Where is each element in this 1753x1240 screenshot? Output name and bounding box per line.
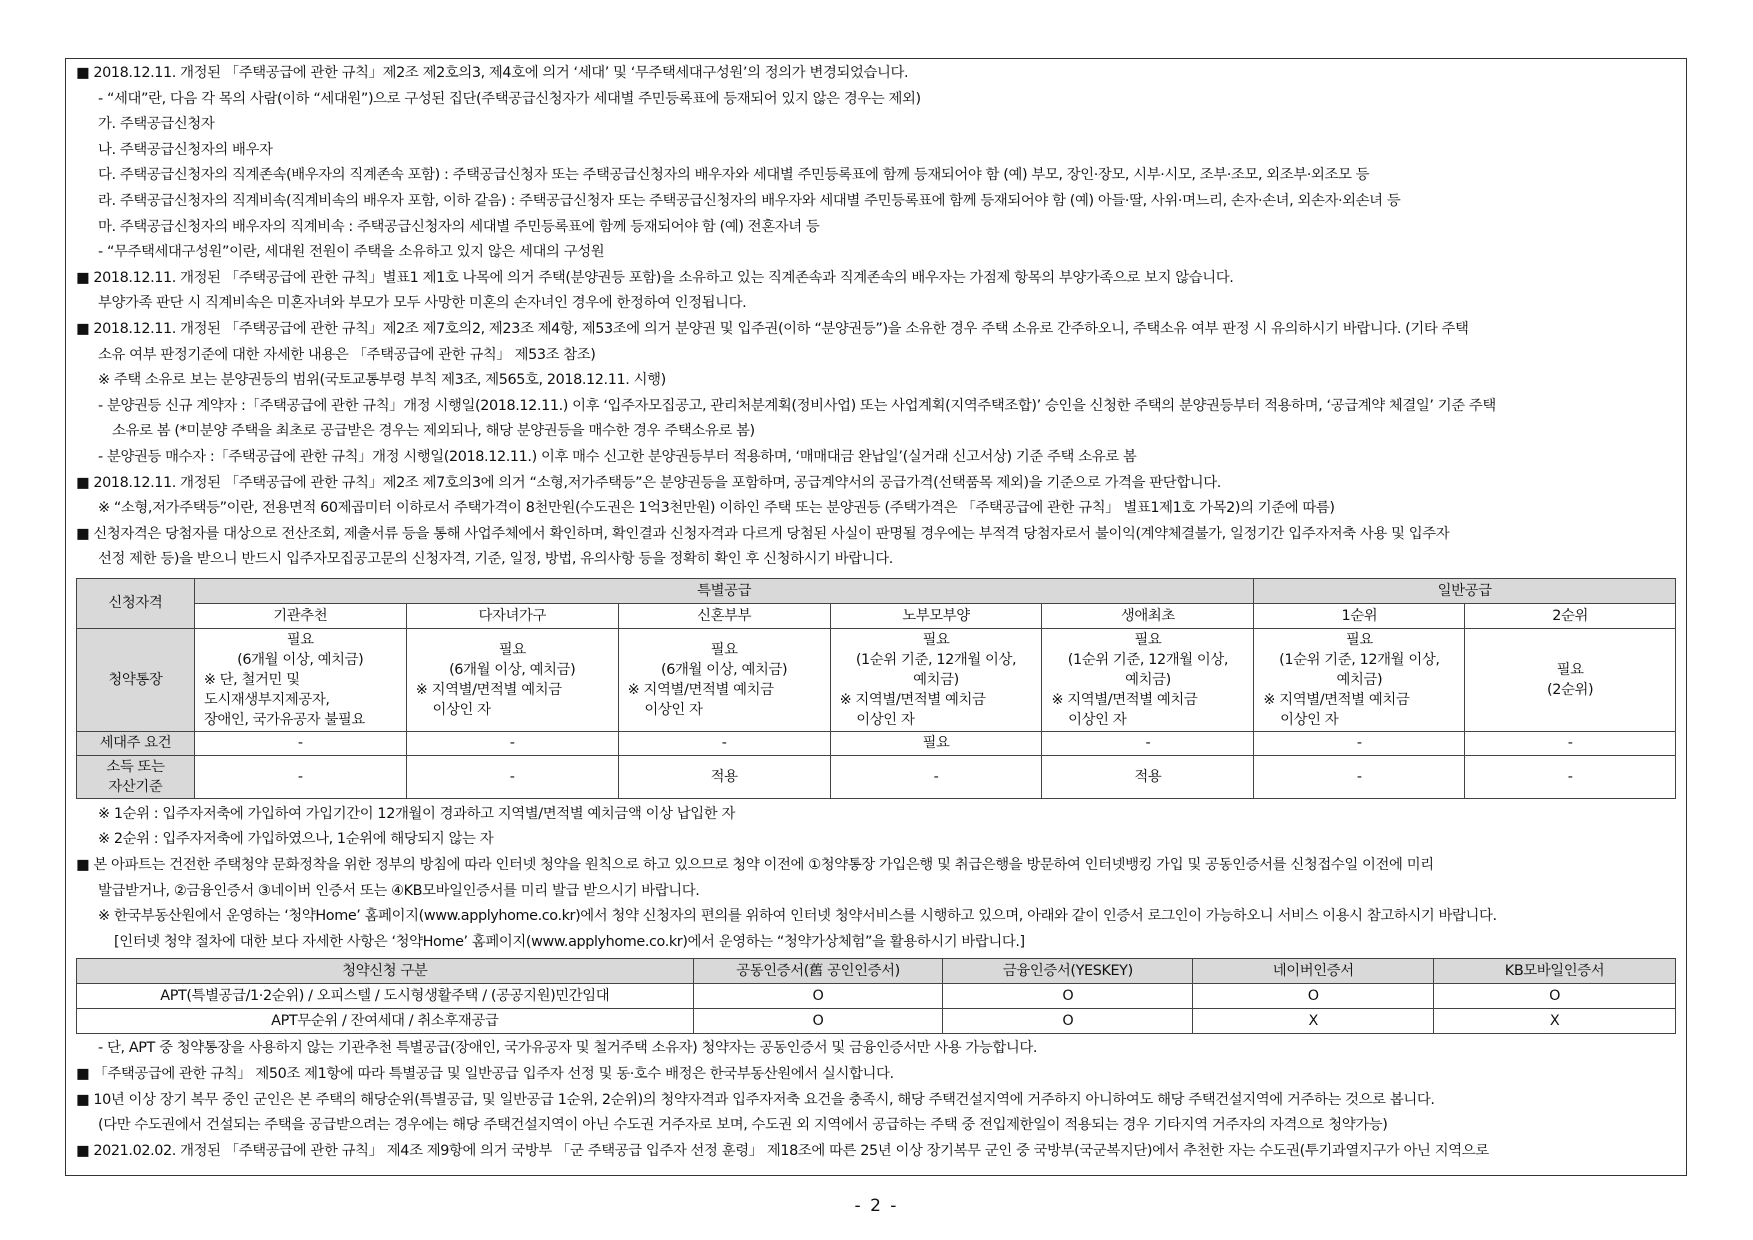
household-head-cell: - [1465, 731, 1676, 755]
notice-line: ■ 신청자격은 당첨자를 대상으로 전산조회, 제출서류 등을 통해 사업주체에서 확인하며, 확인결과 신청자격과 다르게 당첨된 사실이 판명될 경우에는 부적격 당첨자로서 불이익(계약체결불가, 일정기간 입주자저축 사용 및 입주자 [76, 525, 1450, 542]
cert-mark: O [1434, 984, 1676, 1009]
cell-line: ※ 지역별/면적별 예치금 [627, 681, 774, 698]
cert-mark: O [693, 984, 943, 1009]
household-head-cell: - [406, 731, 618, 755]
bankbook-cell [194, 628, 406, 731]
notice-line: - “세대”란, 다음 각 목의 사람(이하 “세대원”)으로 구성된 집단(주택공급신청자가 세대별 주민등록표에 등재되어 있지 않은 경우는 제외) [98, 90, 921, 107]
household-head-cell: - [1042, 731, 1254, 755]
notice-line: 발급받거나, ②금융인증서 ③네이버 인증서 또는 ④KB모바일인증서를 미리 발급 받으시기 바랍니다. [98, 882, 700, 899]
col-header: 다자녀가구 [406, 603, 618, 628]
notice-line: 가. 주택공급신청자 [98, 116, 215, 133]
cell-line: (2순위) [1547, 681, 1594, 698]
page-number: - 2 - [854, 1196, 899, 1216]
income-cell: - [1254, 755, 1465, 798]
col-header: 생애최초 [1042, 603, 1254, 628]
bankbook-cell [1042, 628, 1254, 731]
cell-line: 필요 [286, 631, 314, 648]
household-head-cell: - [1254, 731, 1465, 755]
table-row [77, 984, 1676, 1009]
cell-line: ※ 단, 철거민 및 [203, 671, 300, 688]
cell-line: 예치금) [1125, 671, 1171, 688]
bankbook-cell [618, 628, 830, 731]
income-cell: - [406, 755, 618, 798]
bankbook-cell [406, 628, 618, 731]
table-row-income [77, 755, 1676, 798]
cell-line: 이상인 자 [627, 701, 703, 718]
cell-line: 필요 [710, 641, 738, 658]
certificate-table [76, 958, 1676, 1034]
income-cell: 적용 [618, 755, 830, 798]
household-head-cell: - [194, 731, 406, 755]
cert-header-kb: KB모바일인증서 [1434, 959, 1676, 984]
col-header: 2순위 [1465, 603, 1676, 628]
cell-line: 자산기준 [108, 778, 163, 795]
row-label-income [77, 755, 195, 798]
notice-line: 부양가족 판단 시 직계비속은 미혼자녀와 부모가 모두 사망한 미혼의 손자녀인 경우에 한정하여 인정됩니다. [98, 295, 747, 312]
cell-line: 장애인, 국가유공자 불필요 [203, 711, 365, 728]
notice-line: [인터넷 청약 절차에 대한 보다 자세한 사항은 ‘청약Home’ 홈페이지(www.applyhome.co.kr)에서 운영하는 “청약가상체험”을 활용하시기 바랍니다.] [114, 933, 1025, 950]
household-head-cell: 필요 [830, 731, 1042, 755]
col-header: 1순위 [1254, 603, 1465, 628]
notice-line: ※ 2순위 : 입주자저축에 가입하였으나, 1순위에 해당되지 않는 자 [98, 831, 494, 848]
notice-line: - 분양권등 신규 계약자 :「주택공급에 관한 규칙」개정 시행일(2018.12.11.) 이후 ‘입주자모집공고, 관리처분계획(정비사업) 또는 사업계획(지역주택조합)’ 승인을 신청한 주택의 분양권등부터 적용하며, ‘공급계약 체결일’ 기준 주택 [98, 397, 1496, 414]
cert-mark: X [1434, 1009, 1676, 1034]
notice-line: ■ 본 아파트는 건전한 주택청약 문화정착을 위한 정부의 방침에 따라 인터넷 청약을 원칙으로 하고 있으므로 청약 이전에 ①청약통장 가입은행 및 취급은행을 방문하여 인터넷뱅킹 가입 및 공동인증서를 신청접수일 이전에 미리 [76, 857, 1434, 874]
notice-line: 라. 주택공급신청자의 직계비속(직계비속의 배우자 포함, 이하 같음) : 주택공급신청자 또는 주택공급신청자의 배우자와 세대별 주민등록표에 함께 등재되어야 함 (예) 아들·딸, 사위·며느리, 손자·손녀, 외손자·외손녀 등 [98, 192, 1401, 209]
notice-line: ■ 2018.12.11. 개정된 「주택공급에 관한 규칙」제2조 제7호의3에 의거 “소형,저가주택등”은 분양권등을 포함하며, 공급계약서의 공급가격(선택품목 제외)을 기준으로 가격을 판단합니다. [76, 474, 1221, 491]
cert-row-label: APT(특별공급/1·2순위) / 오피스텔 / 도시형생활주택 / (공공지원)민간임대 [77, 984, 694, 1009]
table-row-household-head [77, 731, 1676, 755]
row-label-household-head: 세대주 요건 [77, 731, 195, 755]
cell-line: ※ 지역별/면적별 예치금 [1263, 691, 1410, 708]
cell-line: 필요 [498, 641, 526, 658]
cell-line: ※ 지역별/면적별 예치금 [415, 681, 562, 698]
cell-line: (1순위 기준, 12개월 이상, [1279, 651, 1440, 668]
notice-line: - 분양권등 매수자 :「주택공급에 관한 규칙」개정 시행일(2018.12.11.) 이후 매수 신고한 분양권등부터 적용하며, ‘매매대금 완납일’(실거래 신고서상) 기준 주택 소유로 봄 [98, 448, 1137, 465]
income-cell: 적용 [1042, 755, 1254, 798]
cell-line: (6개월 이상, 예치금) [237, 651, 364, 668]
header-qualification: 신청자격 [77, 578, 195, 628]
notice-line: ■ 2018.12.11. 개정된 「주택공급에 관한 규칙」제2조 제2호의3, 제4호에 의거 ‘세대’ 및 ‘무주택세대구성원’의 정의가 변경되었습니다. [76, 65, 909, 81]
content-frame [65, 58, 1687, 1176]
cell-line: 예치금) [913, 671, 959, 688]
qualification-table [76, 578, 1676, 799]
cell-line: ※ 지역별/면적별 예치금 [839, 691, 986, 708]
notice-line: ■ 2018.12.11. 개정된 「주택공급에 관한 규칙」제2조 제7호의2, 제23조 제4항, 제53조에 의거 분양권 및 입주권(이하 “분양권등”)을 소유한 경우 주택 소유로 간주하오니, 주택소유 여부 판정 시 유의하시기 바랍니다. (기타 주택 [76, 320, 1469, 337]
notice-line: 소유로 봄 (*미분양 주택을 최초로 공급받은 경우는 제외되나, 해당 분양권등을 매수한 경우 주택소유로 봄) [112, 423, 755, 440]
notice-section-b [76, 802, 1676, 956]
cell-line: (1순위 기준, 12개월 이상, [855, 651, 1017, 668]
notice-line: (다만 수도권에서 건설되는 주택을 공급받으려는 경우에는 해당 주택건설지역이 아닌 수도권 거주자로 보며, 수도권 외 지역에서 공급하는 주택 중 전입제한일이 적용되는 경우 기타지역 거주자의 자격으로 청약가능) [98, 1117, 1388, 1134]
bankbook-cell [1254, 628, 1465, 731]
notice-line: - 단, APT 중 청약통장을 사용하지 않는 기관추천 특별공급(장애인, 국가유공자 및 철거주택 소유자) 청약자는 공동인증서 및 금융인증서만 사용 가능합니다. [98, 1040, 1038, 1057]
notice-line: ■ 2018.12.11. 개정된 「주택공급에 관한 규칙」별표1 제1호 나목에 의거 주택(분양권등 포함)을 소유하고 있는 직계존속과 직계존속의 배우자는 가점제 항목의 부양가족으로 보지 않습니다. [76, 269, 1234, 286]
notice-line: - “무주택세대구성원”이란, 세대원 전원이 주택을 소유하고 있지 않은 세대의 구성원 [98, 244, 605, 261]
notice-line: 나. 주택공급신청자의 배우자 [98, 141, 273, 158]
cell-line: (1순위 기준, 12개월 이상, [1067, 651, 1229, 668]
cell-line: (6개월 이상, 예치금) [449, 661, 576, 678]
cert-row-label: APT무순위 / 잔여세대 / 취소후재공급 [77, 1009, 694, 1034]
cert-mark: O [693, 1009, 943, 1034]
cell-line: 이상인 자 [415, 701, 491, 718]
notice-line: ■ 10년 이상 장기 복무 중인 군인은 본 주택의 해당순위(특별공급, 및 일반공급 1순위, 2순위)의 청약자격과 입주자저축 요건을 충족시, 해당 주택건설지역에 거주하지 아니하여도 해당 주택건설지역에 거주하는 것으로 봅니다. [76, 1091, 1435, 1108]
cell-line: 이상인 자 [1051, 711, 1127, 728]
cell-line: 필요 [1345, 631, 1373, 648]
household-head-cell: - [618, 731, 830, 755]
cell-line: 소득 또는 [106, 758, 165, 775]
cert-mark: O [943, 984, 1193, 1009]
table-row [77, 1009, 1676, 1034]
cert-header-joint: 공동인증서(舊 공인인증서) [693, 959, 943, 984]
header-general-supply: 일반공급 [1254, 578, 1676, 603]
notice-line: ■ 2021.02.02. 개정된 「주택공급에 관한 규칙」 제4조 제9항에 의거 국방부 「군 주택공급 입주자 선정 훈령」 제18조에 따른 25년 이상 장기복무 군인 중 국방부(국군복지단)에서 추천한 자는 수도권(투기과열지구가 아닌 지역으로 [76, 1142, 1489, 1159]
notice-line: 소유 여부 판정기준에 대한 자세한 내용은 「주택공급에 관한 규칙」 제53조 참조) [98, 346, 596, 363]
cell-line: ※ 지역별/면적별 예치금 [1051, 691, 1198, 708]
cert-header-naver: 네이버인증서 [1193, 959, 1434, 984]
cert-mark: O [943, 1009, 1193, 1034]
notice-line: 마. 주택공급신청자의 배우자의 직계비속 : 주택공급신청자의 세대별 주민등록표에 함께 등재되어야 함 (예) 전혼자녀 등 [98, 218, 820, 235]
col-header: 신혼부부 [618, 603, 830, 628]
bankbook-cell [830, 628, 1042, 731]
cell-line: 필요 [922, 631, 950, 648]
table-row-bankbook [77, 628, 1676, 731]
notice-section-c [76, 1036, 1676, 1164]
income-cell: - [1465, 755, 1676, 798]
row-label-bankbook: 청약통장 [77, 628, 195, 731]
notice-line: 선정 제한 등)을 받으니 반드시 입주자모집공고문의 신청자격, 기준, 일정, 방법, 유의사항 등을 정확히 확인 후 신청하시기 바랍니다. [98, 551, 893, 568]
cell-line: 도시재생부지제공자, [203, 691, 330, 708]
cert-header-financial: 금융인증서(YESKEY) [943, 959, 1193, 984]
notice-line: ※ 1순위 : 입주자저축에 가입하여 가입기간이 12개월이 경과하고 지역별/면적별 예치금액 이상 납입한 자 [98, 805, 735, 822]
cell-line: 필요 [1556, 661, 1584, 678]
col-header: 노부모부양 [830, 603, 1042, 628]
header-special-supply: 특별공급 [194, 578, 1254, 603]
cell-line: 예치금) [1336, 671, 1383, 688]
cell-line: 이상인 자 [839, 711, 915, 728]
notice-line: 다. 주택공급신청자의 직계존속(배우자의 직계존속 포함) : 주택공급신청자 또는 주택공급신청자의 배우자와 세대별 주민등록표에 함께 등재되어야 함 (예) 부모, 장인·장모, 시부·시모, 조부·조모, 외조부·외조모 등 [98, 167, 1370, 184]
bankbook-cell [1465, 628, 1676, 731]
cert-mark: O [1193, 984, 1434, 1009]
income-cell: - [194, 755, 406, 798]
col-header: 기관추천 [194, 603, 406, 628]
cell-line: 이상인 자 [1263, 711, 1339, 728]
notice-line: ※ “소형,저가주택등”이란, 전용면적 60제곱미터 이하로서 주택가격이 8천만원(수도권은 1억3천만원) 이하인 주택 또는 분양권등 (주택가격은 「주택공급에 관한 규칙」 별표1제1호 가목2)의 기준에 따름) [98, 500, 1335, 517]
notice-line: ※ 주택 소유로 보는 분양권등의 범위(국토교통부령 부칙 제3조, 제565호, 2018.12.11. 시행) [98, 372, 666, 389]
notice-line: ※ 한국부동산원에서 운영하는 ‘청약Home’ 홈페이지(www.applyhome.co.kr)에서 청약 신청자의 편의를 위하여 인터넷 청약서비스를 시행하고 있으며, 아래와 같이 인증서 로그인이 가능하오니 서비스 이용시 참고하시기 바랍니다. [98, 908, 1497, 925]
income-cell: - [830, 755, 1042, 798]
cert-mark: X [1193, 1009, 1434, 1034]
notice-line: ■ 「주택공급에 관한 규칙」 제50조 제1항에 따라 특별공급 및 일반공급 입주자 선정 및 동·호수 배정은 한국부동산원에서 실시합니다. [76, 1066, 894, 1083]
notice-section-a [76, 61, 1676, 573]
cell-line: 필요 [1134, 631, 1162, 648]
cell-line: (6개월 이상, 예치금) [661, 661, 788, 678]
cert-header-type: 청약신청 구분 [77, 959, 694, 984]
